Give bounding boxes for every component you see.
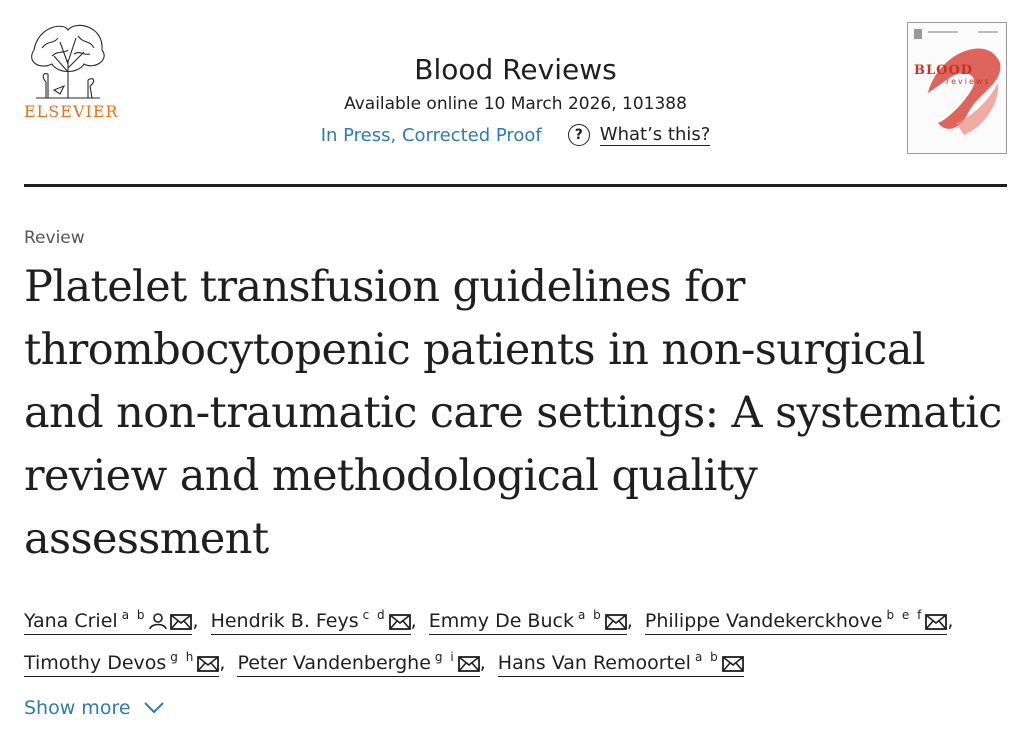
cover-title: BLOOD bbox=[914, 63, 974, 78]
envelope-icon[interactable] bbox=[925, 614, 947, 630]
journal-info bbox=[24, 52, 1007, 146]
journal-cover-thumbnail[interactable] bbox=[907, 22, 1007, 154]
author-list bbox=[24, 597, 1014, 681]
article-status-row bbox=[24, 124, 1007, 146]
author-item[interactable]: Peter Vandenberghe $^{g i}$ , bbox=[237, 652, 491, 674]
envelope-icon[interactable] bbox=[197, 656, 219, 672]
envelope-icon[interactable] bbox=[389, 614, 411, 630]
whats-this-button[interactable] bbox=[568, 124, 711, 146]
author-name[interactable]: Timothy Devos bbox=[24, 652, 167, 674]
author-item[interactable]: Philippe Vandekerckhove $^{b e f}$ , bbox=[645, 610, 960, 632]
whats-this-label: What’s this? bbox=[599, 123, 711, 145]
article-header bbox=[24, 0, 1007, 187]
article-title: Platelet transfusion guidelines for thrombocytopenic patients in non-surgical and non-traumatic care settings: A systematic review and methodological quality assessment bbox=[24, 262, 1002, 564]
person-icon[interactable] bbox=[148, 612, 168, 630]
author-affiliation-sup[interactable]: a b bbox=[694, 650, 720, 664]
author-item[interactable]: Emmy De Buck $^{a b}$ , bbox=[429, 610, 639, 632]
author-name[interactable]: Yana Criel bbox=[24, 610, 118, 632]
envelope-icon[interactable] bbox=[458, 656, 480, 672]
author-affiliation-sup[interactable]: g h bbox=[170, 650, 196, 664]
envelope-icon[interactable] bbox=[170, 614, 192, 630]
question-icon: ? bbox=[568, 124, 590, 146]
author-name[interactable]: Philippe Vandekerckhove bbox=[644, 610, 883, 632]
author-item[interactable] bbox=[498, 652, 744, 677]
author-item[interactable]: Yana Criel $^{a b}$ , bbox=[24, 610, 205, 632]
author-affiliation-sup[interactable]: a b bbox=[121, 608, 147, 622]
envelope-icon[interactable] bbox=[722, 656, 744, 672]
journal-title[interactable]: Blood Reviews bbox=[414, 53, 617, 86]
in-press-link[interactable]: In Press, Corrected Proof bbox=[320, 124, 542, 146]
author-name[interactable]: Peter Vandenberghe bbox=[237, 652, 431, 674]
cover-subtitle: reviews bbox=[946, 77, 991, 86]
show-more-label: Show more bbox=[24, 697, 131, 719]
envelope-icon[interactable] bbox=[605, 614, 627, 630]
author-name[interactable]: Emmy De Buck bbox=[428, 610, 574, 632]
author-affiliation-sup[interactable]: c d bbox=[362, 608, 387, 622]
author-affiliation-sup[interactable]: b e f bbox=[886, 608, 924, 622]
author-name[interactable]: Hans Van Remoortel bbox=[497, 652, 691, 674]
author-affiliation-sup[interactable]: g i bbox=[434, 650, 456, 664]
elsevier-wordmark: ELSEVIER bbox=[24, 102, 119, 121]
article-type-label: Review bbox=[24, 228, 85, 248]
author-name[interactable]: Hendrik B. Feys bbox=[210, 610, 359, 632]
author-item[interactable]: Hendrik B. Feys $^{c d}$ , bbox=[211, 610, 423, 632]
cover-swirl-icon bbox=[908, 23, 1006, 153]
show-more-button[interactable] bbox=[24, 697, 165, 719]
author-affiliation-sup[interactable]: a b bbox=[577, 608, 603, 622]
availability-date: Available online 10 March 2026, 101388 bbox=[344, 94, 687, 114]
chevron-down-icon bbox=[143, 701, 165, 715]
author-item[interactable]: Timothy Devos $^{g h}$ , bbox=[24, 652, 231, 674]
